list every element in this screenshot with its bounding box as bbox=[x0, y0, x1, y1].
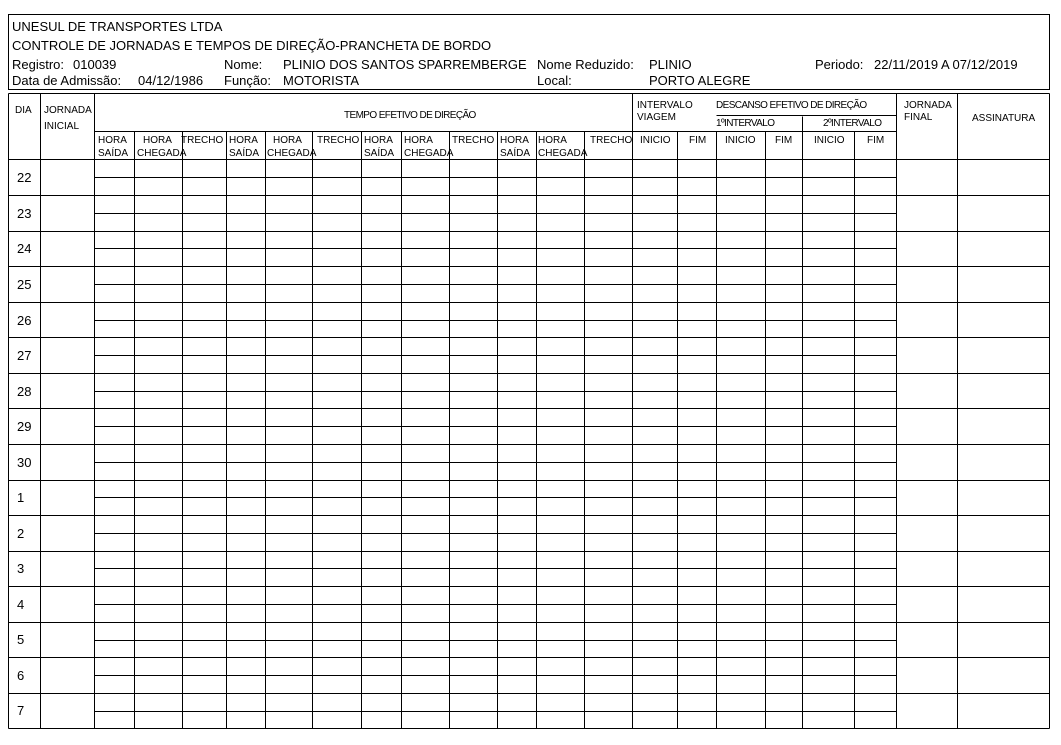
col-jornada-inicial-1: JORNADA bbox=[44, 105, 92, 116]
sub-trecho-3: TRECHO bbox=[452, 135, 495, 146]
registro-value: 010039 bbox=[73, 57, 117, 72]
day-label: 28 bbox=[17, 384, 32, 399]
sub-hora-chegada-2b: CHEGADA bbox=[267, 148, 317, 159]
sub-hora-chegada-1a: HORA bbox=[143, 135, 172, 146]
day-label: 3 bbox=[17, 561, 25, 576]
nome-reduzido-value: PLINIO bbox=[649, 57, 692, 72]
admissao-value: 04/12/1986 bbox=[138, 73, 204, 88]
sub-hora-saida-3b: SAÍDA bbox=[364, 148, 395, 159]
sub-hora-chegada-3b: CHEGADA bbox=[404, 148, 454, 159]
day-label: 7 bbox=[17, 703, 25, 718]
day-label: 23 bbox=[17, 206, 32, 221]
col-jornada-final-1: JORNADA bbox=[904, 100, 952, 111]
day-label: 25 bbox=[17, 277, 32, 292]
col-jornada-inicial-2: INICIAL bbox=[44, 121, 80, 132]
col-descanso: DESCANSO EFETIVO DE DIREÇÃO bbox=[716, 100, 867, 111]
col-intervalo-viagem-2: VIAGEM bbox=[637, 112, 676, 123]
day-label: 5 bbox=[17, 632, 25, 647]
col-jornada-final-2: FINAL bbox=[904, 112, 933, 123]
day-label: 22 bbox=[17, 170, 32, 185]
admissao-label: Data de Admissão: bbox=[12, 73, 122, 88]
nome-value: PLINIO DOS SANTOS SPARREMBERGE bbox=[283, 57, 527, 72]
sub-hora-saida-1b: SAÍDA bbox=[98, 148, 129, 159]
col-intervalo-2: 2ºINTERVALO bbox=[823, 118, 882, 129]
sub-intervalo-viagem-fim: FIM bbox=[689, 135, 707, 146]
nome-reduzido-label: Nome Reduzido: bbox=[537, 57, 634, 72]
day-label: 27 bbox=[17, 348, 32, 363]
sub-intervalo1-fim: FIM bbox=[775, 135, 793, 146]
sub-hora-saida-4b: SAÍDA bbox=[500, 148, 531, 159]
col-tempo-efetivo: TEMPO EFETIVO DE DIREÇÃO bbox=[344, 110, 476, 121]
sub-trecho-4: TRECHO bbox=[590, 135, 633, 146]
funcao-label: Função: bbox=[224, 73, 271, 88]
sub-hora-chegada-1b: CHEGADA bbox=[137, 148, 187, 159]
col-intervalo-1: 1ºINTERVALO bbox=[716, 118, 775, 129]
sub-hora-saida-1a: HORA bbox=[98, 135, 127, 146]
day-label: 26 bbox=[17, 313, 32, 328]
local-value: PORTO ALEGRE bbox=[649, 73, 751, 88]
local-label: Local: bbox=[537, 73, 572, 88]
col-dia: DIA bbox=[15, 105, 32, 116]
day-label: 29 bbox=[17, 419, 32, 434]
funcao-value: MOTORISTA bbox=[283, 73, 360, 88]
sub-intervalo-viagem-inicio: INICIO bbox=[640, 135, 671, 146]
nome-label: Nome: bbox=[224, 57, 263, 72]
day-label: 6 bbox=[17, 668, 25, 683]
sub-hora-saida-4a: HORA bbox=[500, 135, 529, 146]
sub-trecho-1: TRECHO bbox=[181, 135, 224, 146]
col-intervalo-viagem-1: INTERVALO bbox=[637, 100, 693, 111]
col-assinatura: ASSINATURA bbox=[972, 113, 1036, 124]
registro-label: Registro: bbox=[12, 57, 65, 72]
sub-intervalo2-inicio: INICIO bbox=[814, 135, 845, 146]
sub-hora-chegada-4a: HORA bbox=[538, 135, 567, 146]
sub-intervalo1-inicio: INICIO bbox=[725, 135, 756, 146]
sub-intervalo2-fim: FIM bbox=[867, 135, 885, 146]
sub-hora-saida-2a: HORA bbox=[229, 135, 258, 146]
day-label: 2 bbox=[17, 526, 25, 541]
sub-hora-chegada-4b: CHEGADA bbox=[538, 148, 588, 159]
day-label: 24 bbox=[17, 241, 32, 256]
day-label: 30 bbox=[17, 455, 32, 470]
periodo-label: Periodo: bbox=[815, 57, 864, 72]
sub-hora-saida-3a: HORA bbox=[364, 135, 393, 146]
form-title: CONTROLE DE JORNADAS E TEMPOS DE DIREÇÃO-PRANCHETA DE BORDO bbox=[12, 38, 492, 53]
sub-hora-saida-2b: SAÍDA bbox=[229, 148, 260, 159]
sub-hora-chegada-2a: HORA bbox=[273, 135, 302, 146]
day-label: 1 bbox=[17, 490, 25, 505]
sub-hora-chegada-3a: HORA bbox=[404, 135, 433, 146]
sub-trecho-2: TRECHO bbox=[317, 135, 360, 146]
company-name: UNESUL DE TRANSPORTES LTDA bbox=[12, 19, 223, 34]
periodo-value: 22/11/2019 A 07/12/2019 bbox=[874, 57, 1018, 72]
day-label: 4 bbox=[17, 597, 25, 612]
